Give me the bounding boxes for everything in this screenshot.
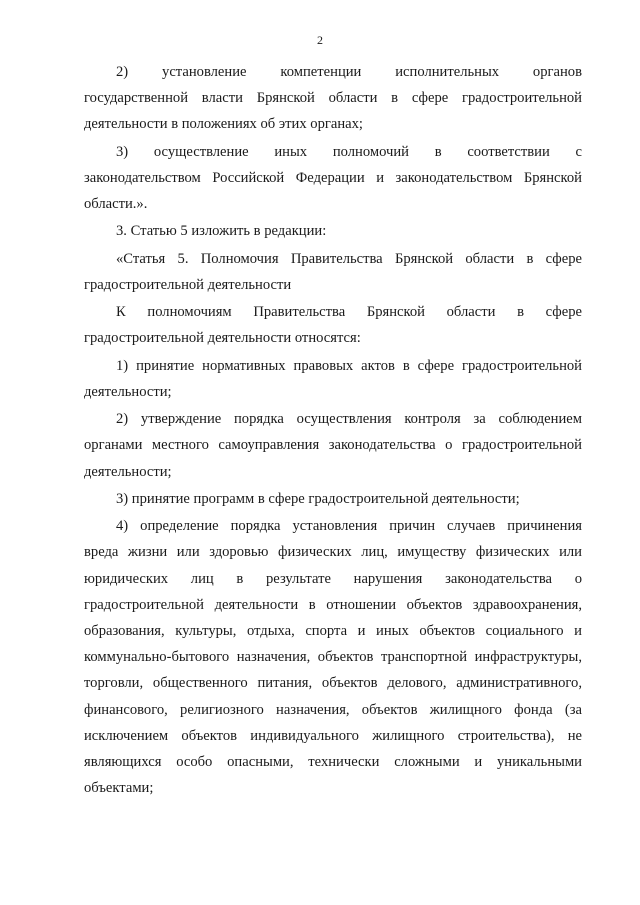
text-line: деятельности в положениях об этих органах; <box>84 116 363 133</box>
text-line: государственной власти Брянской области в сфере градостроительной <box>84 90 582 107</box>
text-line: К полномочиям Правительства Брянской области в сфере <box>116 304 582 321</box>
text-line: 4) определение порядка установления причин случаев причинения <box>116 518 582 535</box>
text-line: градостроительной деятельности в отношении объектов здравоохранения, <box>84 596 582 613</box>
text-line: вреда жизни или здоровью физических лиц, имуществу физических или <box>84 544 582 561</box>
text-line: образования, культуры, отдыха, спорта и иных объектов социального и <box>84 623 582 639</box>
text-line: юридических лиц в результате нарушения законодательства о <box>84 570 582 587</box>
text-line: градостроительной деятельности относятся: <box>84 330 361 347</box>
text-line: «Статья 5. Полномочия Правительства Брянской области в сфере <box>116 250 582 267</box>
text-line: исключением объектов индивидуального жилищного строительства), не <box>84 727 582 744</box>
text-line: 3) принятие программ в сфере градостроительной деятельности; <box>116 490 520 507</box>
text-line: 1) принятие нормативных правовых актов в сфере градостроительной <box>116 357 582 374</box>
text-line: 2) установление компетенции исполнительных органов <box>116 64 582 80</box>
text-line: 3) осуществление иных полномочий в соответствии с <box>116 143 582 160</box>
text-line: торговли, общественного питания, объектов делового, административного, <box>84 675 582 692</box>
text-line: градостроительной деятельности <box>84 276 292 293</box>
text-line: являющихся особо опасными, технически сложными и уникальными <box>84 754 582 770</box>
text-line: объектами; <box>84 780 154 797</box>
text-line: 3. Статью 5 изложить в редакции: <box>116 223 327 240</box>
text-line: коммунально-бытового назначения, объектов транспортной инфраструктуры, <box>84 649 582 666</box>
text-line: деятельности; <box>84 383 172 400</box>
text-line: 2) утверждение порядка осуществления контроля за соблюдением <box>116 411 582 428</box>
text-line: органами местного самоуправления законодательства о градостроительной <box>84 437 582 454</box>
text-line: деятельности; <box>84 463 172 480</box>
text-line: области.». <box>84 196 148 213</box>
text-line: финансового, религиозного назначения, объектов жилищного фонда (за <box>84 701 582 718</box>
page-number: 2 <box>317 33 323 47</box>
text-line: законодательством Российской Федерации и законодательством Брянской <box>84 169 582 186</box>
